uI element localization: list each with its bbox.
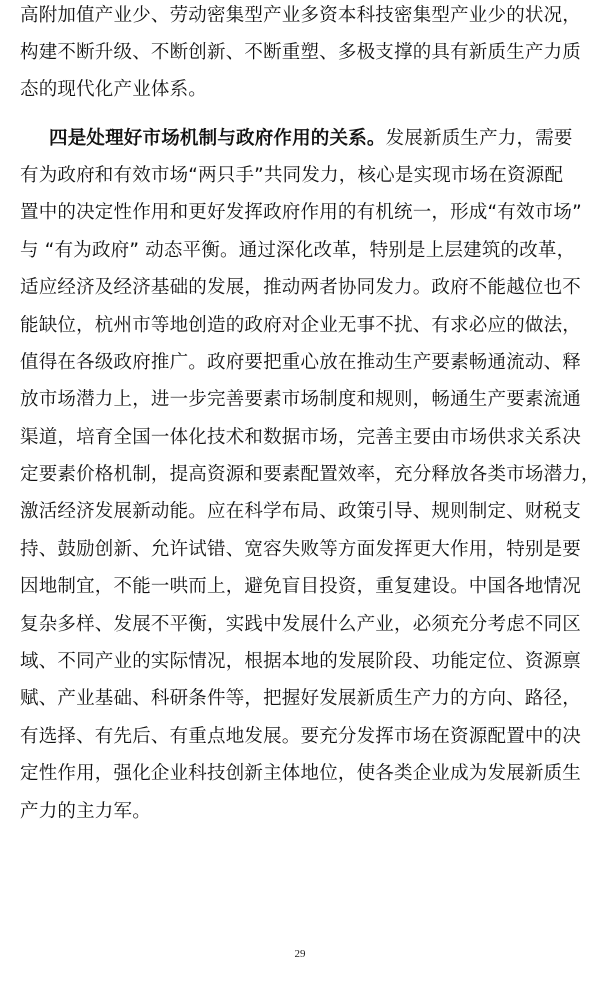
text-line: 态的现代化产业体系。	[20, 79, 208, 100]
text-line: 放市场潜力上，进一步完善要素市场制度和规则，畅通生产要素流通	[20, 389, 582, 410]
text-line: 值得在各级政府推广。政府要把重心放在推动生产要素畅通流动、释	[20, 352, 582, 373]
text-line: 适应经济及经济基础的发展，推动两者协同发力。政府不能越位也不	[20, 277, 582, 298]
text-line: 产力的主力军。	[20, 801, 151, 822]
page-number: 29	[294, 948, 306, 960]
text-line: 构建不断升级、不断创新、不断重塑、多极支撑的具有新质生产力质	[20, 42, 582, 63]
text-line: 高附加值产业少、劳动密集型产业多资本科技密集型产业少的状况，	[20, 5, 582, 26]
text-line: 复杂多样、发展不平衡，实践中发展什么产业，必须充分考虑不同区	[20, 614, 582, 635]
text-line: 持、鼓励创新、允许试错、宽容失败等方面发挥更大作用，特别是要	[20, 539, 582, 560]
text-line: 赋、产业基础、科研条件等，把握好发展新质生产力的方向、路径，	[20, 688, 582, 709]
paragraph-heading: 四是处理好市场机制与政府作用的关系。	[49, 128, 386, 149]
text-line: 有选择、有先后、有重点地发展。要充分发挥市场在资源配置中的决	[20, 726, 582, 747]
text-line: 有为政府和有效市场“两只手”共同发力，核心是实现市场在资源配	[20, 165, 564, 186]
text-line: 与 “有为政府” 动态平衡。通过深化改革，特别是上层建筑的改革，	[20, 240, 576, 261]
text-line: 激活经济发展新动能。应在科学布局、政策引导、规则制定、财税支	[20, 501, 582, 522]
text-line: 定要素价格机制，提高资源和要素配置效率，充分释放各类市场潜力，	[20, 464, 600, 485]
text-line: 定性作用，强化企业科技创新主体地位，使各类企业成为发展新质生	[20, 763, 582, 784]
text-line: 置中的决定性作用和更好发挥政府作用的有机统一，形成“有效市场”	[20, 202, 582, 223]
text-line: 渠道，培育全国一体化技术和数据市场，完善主要由市场供求关系决	[20, 427, 582, 448]
text-line: 因地制宜，不能一哄而上，避免盲目投资，重复建设。中国各地情况	[20, 576, 582, 597]
text-line: 能缺位，杭州市等地创造的政府对企业无事不扰、有求必应的做法，	[20, 315, 582, 336]
paragraph-text: 发展新质生产力，需要	[385, 128, 573, 149]
text-line: 域、不同产业的实际情况，根据本地的发展阶段、功能定位、资源禀	[20, 651, 582, 672]
paragraph-first-line	[49, 127, 573, 151]
